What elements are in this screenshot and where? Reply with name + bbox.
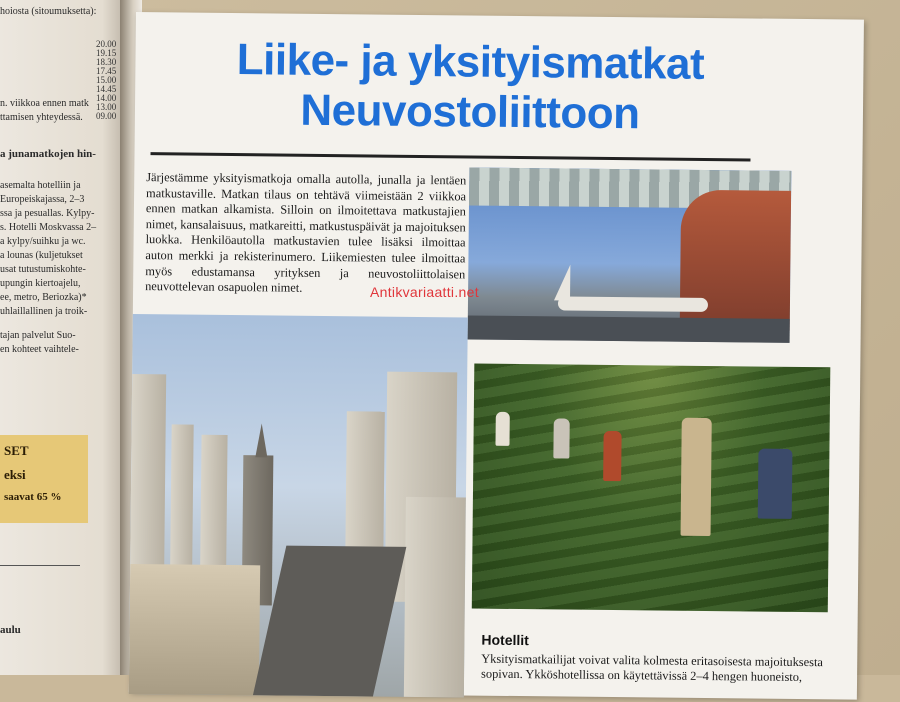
left-line: hoiosta (sitoumuksetta): (0, 6, 97, 17)
time-value: 17.45 (96, 66, 117, 76)
airport-photo (468, 167, 792, 342)
watermark: Antikvariaatti.net (370, 284, 479, 300)
left-line: tajan palvelut Suo- (0, 330, 76, 341)
title-line: Neuvostoliittoon (300, 85, 640, 139)
time-value: 18.30 (96, 57, 117, 67)
article-body: Järjestämme yksityismatkoja omalla autolla, junalla ja lentäen matkustaville. Matkan tilaus on tehtävä viimeistään 2 viikkoa ennen matkan alkamista. Silloin on ilmoitettava matkustajien nimet, kansalaisuus, matkareitti, matkustuspäivät ja majoituksen luokka. Henkilöautolla matkustavien tulee lisäksi ilmoittaa auton merkki ja rekisterinumero. Liikemiesten tulee ilmoittaa myös edustamansa yrityksen ja neuvostoliittolaisen neuvottelevan osapuolen nimet. (145, 170, 467, 295)
left-line: n. viikkoa ennen matk (0, 98, 89, 109)
previous-page (0, 0, 128, 675)
left-line: usat tutustumiskohte- (0, 264, 86, 275)
time-value: 14.00 (96, 93, 117, 103)
left-line: en kohteet vaihtele- (0, 344, 79, 355)
title-rule (151, 152, 751, 161)
spire (255, 423, 267, 457)
article-title (165, 34, 776, 140)
airplane (558, 296, 708, 312)
left-line: Europeiskajassa, 2–3 (0, 194, 85, 205)
section-heading-hotels: Hotellit (481, 631, 529, 649)
airplane-tail (554, 264, 570, 300)
left-bottom-text: aulu (0, 624, 21, 636)
left-line: ttamisen yhteydessä. (0, 112, 83, 123)
city-photo (129, 314, 468, 697)
worker (758, 449, 793, 519)
worker (495, 412, 509, 446)
promo-box (0, 435, 88, 523)
tarmac (468, 315, 790, 342)
left-line: ee, metro, Beriozka)* (0, 292, 87, 303)
time-value: 20.00 (96, 39, 117, 49)
time-value: 13.00 (96, 102, 117, 112)
left-line: ssa ja pesuallas. Kylpy- (0, 208, 95, 219)
left-line: upungin kiertoajelu, (0, 278, 81, 289)
time-value: 09.00 (96, 111, 117, 121)
left-line: a lounas (kuljetukset (0, 250, 83, 261)
hotel-text-line: Yksityismatkailijat voivat valita kolmesta eritasoisesta majoituksesta sopivan. (481, 651, 824, 682)
title-line: Liike- ja yksityismatkat (236, 35, 705, 89)
left-line: uhlaillallinen ja troik- (0, 306, 88, 317)
worker (681, 418, 712, 536)
left-heading: a junamatkojen hin- (0, 148, 96, 160)
building (129, 564, 260, 695)
hotel-text-line: Ykköshotellissa on käytettävissä 2–4 hengen huoneisto, (525, 667, 803, 685)
left-line: asemalta hotelliin ja (0, 180, 81, 191)
promo-line: eksi (4, 467, 26, 482)
worker (603, 431, 622, 481)
divider (0, 565, 80, 566)
time-value: 15.00 (96, 75, 117, 85)
avenue (253, 546, 406, 697)
time-value: 14.45 (96, 84, 117, 94)
hotel-text (481, 652, 831, 686)
promo-line: saavat 65 % (4, 491, 62, 503)
left-line: s. Hotelli Moskvassa 2– (0, 222, 97, 233)
building (404, 497, 466, 698)
article-page (129, 12, 864, 700)
worker (553, 418, 569, 458)
promo-line: SET (4, 443, 29, 458)
time-value: 19.15 (96, 48, 117, 58)
left-line: a kylpy/suihku ja wc. (0, 236, 86, 247)
tea-plantation-photo (472, 364, 831, 613)
